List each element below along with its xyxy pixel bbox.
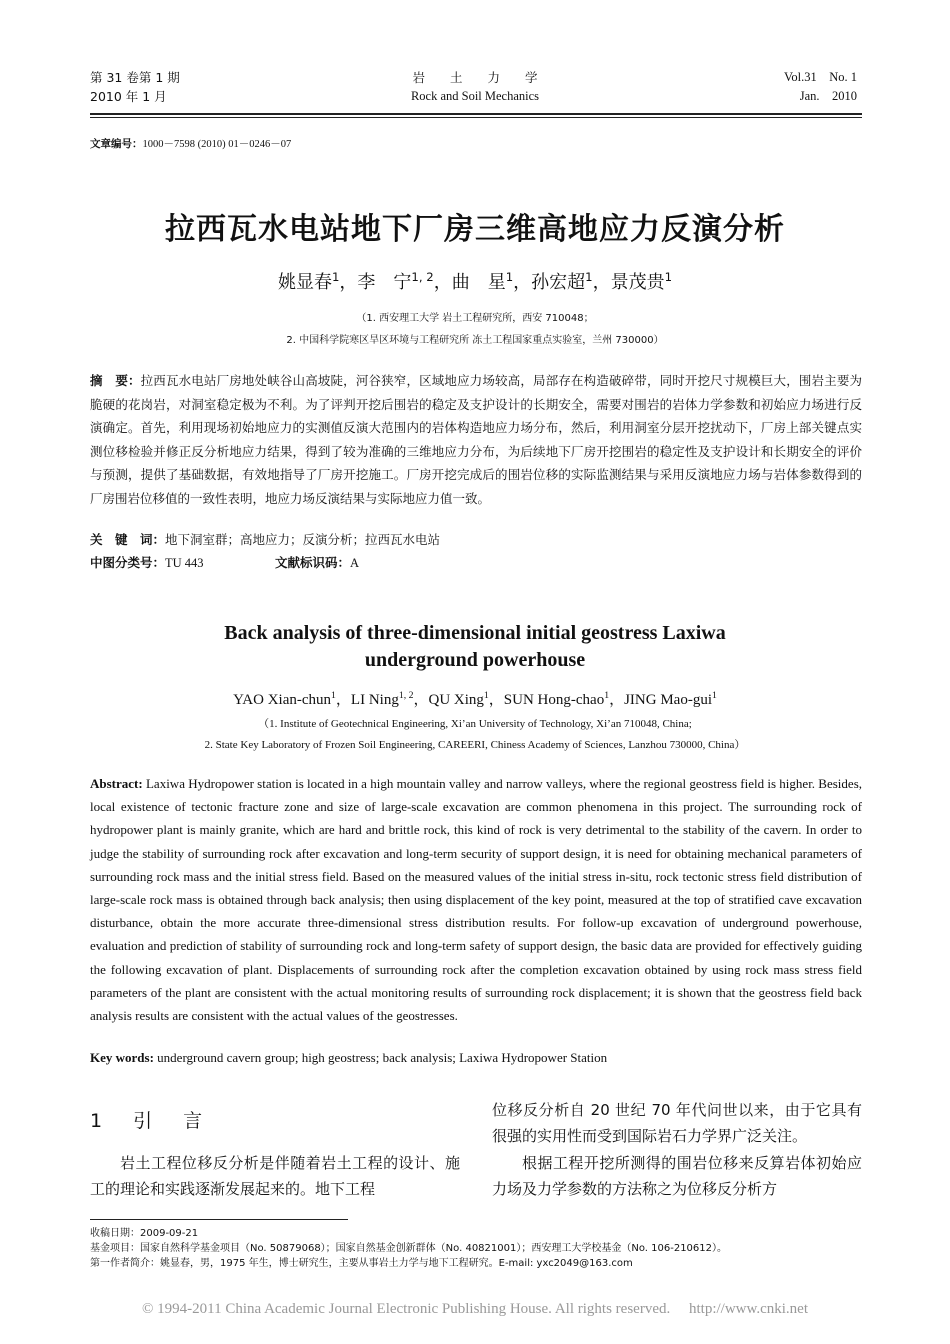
title-en-line-2: underground powerhouse [364,649,586,671]
author-en-affiliation-mark: 1, 2 [398,690,414,701]
keywords-cn [90,528,862,552]
doc-code-value: A [350,556,360,570]
keywords-cn-text: 地下洞室群；高地应力；反演分析；拉西瓦水电站 [165,532,441,547]
author-cn-affiliation-mark: 1 [505,270,514,284]
keywords-en [90,1050,862,1066]
authors-cn: 姚显春$^1$，李 宁$^{1, 2}$，曲 星$^1$，孙宏超$^1$，景茂贵$^1$ [277,270,673,293]
abstract-en-text: Laxiwa Hydropower station is located in a high mountain valley and narrow valleys, where the regional geostress field is higher. Besides, local existence of tectonic fracture zone and size of large-scale excavation are common phenomena in this project. The surrounding rock of hydropower plant is mainly granite, which are hard and brittle rock, this kind of rock is very detrimental to the stability of the cavern. In order to judge the stability of surrounding rock after excavation and long-term security of support design, it is need for obtaining mechanical parameters of surrounding rock mass and the initial stress field. Based on the measured values of the initial stress in-situ, rock tectonic stress field distribution of large-scale rock mass is obtained through back analysis; then using displacement of the key point, measured at the top of stratified cave excavation disturbance, obtain the more accurate three-dimensional stress distribution results. For follow-up excavation of underground powerhouse, evaluation and prediction of stability of surrounding rock and long-term safety of support design, the basic data are provided for effectively guiding the following excavation of plant. Displacements of surrounding rock after the completion excavation obtained by using rock mass stress field parameters of the plant are consistent with the actual monitoring results of surrounding rock displacement; it is shown that the geostress field back analysis results are consistent with the actual values of the geostresses. [90,776,862,1024]
doc-code-label: 文献标识码： [275,555,351,570]
abstract-cn-text: 拉西瓦水电站厂房地处峡谷山高坡陡，河谷狭窄，区域地应力场较高，局部存在构造破碎带，同时开挖尺寸规模巨大，围岩主要为脆硬的花岗岩，对洞室稳定极为不利。为了评判开挖后围岩的稳定及支护设计的长期安全，需要对围岩的岩体力学参数和初始应力场进行反演确定。首先，利用现场初始地应力的实测值反演大范围内的岩体构造地应力场分布，然后，利用洞室分层开挖扰动下，厂房上部关键点实测位移检验并修正反分析地应力结果，得到了较为准确的三维地应力分布，为后续地下厂房开挖围岩的稳定性及支护设计和长期安全的评价与预测，提供了基础数据，有效地指导了厂房开挖施工。厂房开挖完成后的围岩位移的实际监测结果与采用反演地应力场与岩体参数得到的厂房围岩位移值的一致性表明，地应力场反演结果与实际地应力值一致。 [90,373,862,506]
title-en [0,620,950,674]
author-en-name: LI Ning [350,692,399,708]
footnote-received: 收稿日期：2009-09-21 [90,1228,199,1239]
author-cn-affiliation-mark: 1, 2 [411,270,434,284]
author-en-affiliation-mark: 1 [331,690,336,701]
keywords-en-text: underground cavern group; high geostress; back analysis; Laxiwa Hydropower Station [157,1050,608,1065]
abstract-cn-label: 摘 要： [90,373,141,388]
article-number-label: 文章编号： [90,138,143,150]
header-journal-en: Rock and Soil Mechanics [410,89,540,103]
author-cn-name: 孙宏超 [531,272,586,293]
clc-label: 中图分类号： [90,555,166,570]
author-cn-affiliation-mark: 1 [664,270,673,284]
abstract-cn [90,369,862,510]
title-en-line-1: Back analysis of three-dimensional initial geostress Laxiwa [224,622,726,644]
right-column-text-2: 根据工程开挖所测得的围岩位移来反算岩体初始应力场及力学参数的方法称之为位移反分析方 [492,1154,862,1198]
authors-en: YAO Xian-chun$^1$，LI Ning$^{1, 2}$，QU Xing$^1$，SUN Hong-chao$^1$，JING Mao-gui$^1$ [233,690,717,708]
author-en-name: SUN Hong-chao [503,692,605,708]
keywords-en-label: Key words: [90,1050,154,1065]
article-number-value: 1000－7598 (2010) 01－0246－07 [142,139,292,150]
footnote-rule [90,1219,348,1220]
author-en-affiliation-mark: 1 [483,690,489,701]
affiliation-cn-2: 2. 中国科学院寒区旱区环境与工程研究所 冻土工程国家重点实验室，兰州 730000） [286,335,664,346]
header-date-cn: 2010 年 1 月 [90,89,167,104]
clc-value: TU 443 [165,556,204,570]
article-number [90,136,291,151]
title-cn: 拉西瓦水电站地下厂房三维高地应力反演分析 [165,212,785,247]
header-volume-cn: 第 31 卷第 1 期 [90,70,180,85]
affiliation-cn-1: （1. 西安理工大学 岩土工程研究所，西安 710048； [356,313,594,324]
header-rule-thin [90,117,862,118]
author-en-name: QU Xing [428,692,484,708]
author-en-name: JING Mao-gui [624,692,712,708]
footnote-fund: 基金项目：国家自然科学基金项目（No. 50879068）；国家自然基金创新群体（No. 40821001）；西安理工大学校基金（No. 106-210612）。 [90,1243,728,1254]
author-cn-name: 姚显春 [277,272,332,293]
author-cn-name: 曲 星 [451,272,506,293]
author-cn-affiliation-mark: 1 [331,270,340,284]
footnote-author: 第一作者简介：姚显春，男，1975 年生，博士研究生，主要从事岩土力学与地下工程研究。E-mail: yxc2049@163.com [90,1258,633,1269]
author-cn-name: 景茂贵 [610,272,665,293]
author-cn-name: 李 宁 [357,272,412,293]
abstract-en-label: Abstract: [90,776,143,791]
author-en-affiliation-mark: 1 [604,690,610,701]
abstract-en [90,772,862,1027]
header-volume-en: Vol.31 No. 1 [783,70,857,84]
header-date-en: Jan. 2010 [799,89,857,103]
copyright-line: © 1994-2011 China Academic Journal Electronic Publishing House. All rights reserved. http://www.cnki.net [141,1301,808,1317]
keywords-cn-label: 关 键 词： [90,532,166,547]
left-column-text: 岩土工程位移反分析是伴随着岩土工程的设计、施工的理论和实践逐渐发展起来的。地下工程 [90,1154,460,1198]
author-en-name: YAO Xian-chun [233,692,332,708]
affiliation-en-1: （1. Institute of Geotechnical Engineering, Xi’an University of Technology, Xi’an 710048, China; [258,718,692,730]
header-journal-cn: 岩 土 力 学 [412,70,538,85]
author-en-affiliation-mark: 1 [712,690,717,701]
classification-line [90,551,862,576]
header-rule-thick [90,113,862,115]
section-heading: 1 引 言 [90,1110,209,1132]
right-column-text-1: 位移反分析自 20 世纪 70 年代问世以来，由于它具有很强的实用性而受到国际岩石力学界广泛关注。 [492,1101,862,1145]
author-cn-affiliation-mark: 1 [585,270,593,284]
affiliation-en-2: 2. State Key Laboratory of Frozen Soil Engineering, CAREERI, Chiness Academy of Sciences, Lanzhou 730000, China） [204,739,746,751]
